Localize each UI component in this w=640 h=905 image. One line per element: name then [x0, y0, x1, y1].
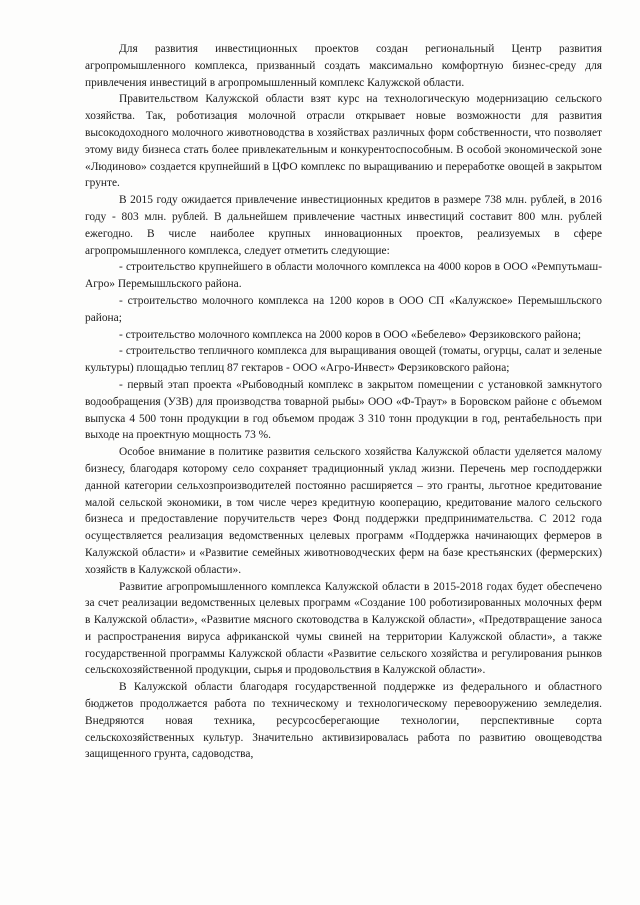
paragraph-technical-reequipment: В Калужской области благодаря государственной поддержке из федерального и областного бюджетов продолжается работа по техническому и технологическому перевооружению земледелия. Внедряются новая техника, ресурсосберегающие технологии, перспективные сорта сельскохозяйственных культур. Значительно активизировалась работа по развитию овощеводства защищенного грунта, садоводства,: [85, 681, 602, 761]
list-item-agro-invest: - строительство тепличного комплекса для выращивания овощей (томаты, огурцы, салат и зеленые культуры) площадью теплиц 87 гектаров - ООО «Агро-Инвест» Ферзиковского района;: [85, 345, 602, 375]
paragraph-regional-center: Для развития инвестиционных проектов создан региональный Центр развития агропромышленного комплекса, призванный создать максимально комфортную бизнес-среду для привлечения инвестиций в агропромышленный комплекс Калужской области.: [85, 43, 602, 89]
list-item-bebelevo: - строительство молочного комплекса на 2000 коров в ООО «Бебелево» Ферзиковского района;: [119, 328, 582, 341]
list-item-f-traut: - первый этап проекта «Рыбоводный комплекс в закрытом помещении с установкой замкнутого водообращения (УЗВ) для производства товарной рыбы» ООО «Ф-Траут» в Боровском районе с объемом выпуска 4 500 тонн продукции в год объемом продаж 3 310 тонн продукции в год, рентабельность при выходе на проектную мощность 73 %.: [85, 378, 602, 442]
paragraph-small-business: Особое внимание в политике развития сельского хозяйства Калужской области уделяется малому бизнесу, благодаря которому село сохраняет традиционный уклад жизни. Перечень мер господдержки данной категории сельхозпроизводителей постоянно расширяется – это гранты, льготное кредитование малой сельской экономики, в том числе через кредитную кооперацию, кредитование малого сельского бизнеса и предоставление поручительств через Фонд поддержки предпринимательства. С 2012 года осуществляется реализация ведомственных целевых программ «Поддержка начинающих фермеров в Калужской области» и «Развитие семейных животноводческих ферм на базе крестьянских (фермерских) хозяйств в Калужской области».: [85, 446, 602, 576]
list-item-remputmash: - строительство крупнейшего в области молочного комплекса на 4000 коров в ООО «Ремпутьмаш-Агро» Перемышльского района.: [85, 261, 602, 291]
paragraph-modernization: Правительством Калужской области взят курс на технологическую модернизацию сельского хозяйства. Так, роботизация молочной отрасли открывает новые возможности для развития высокодоходного молочного животноводства в хозяйствах различных форм собственности, что позволяет этому виду бизнеса стать более привлекательным и конкурентоспособным. В особой экономической зоне «Людиново» создается крупнейший в ЦФО комплекс по выращиванию и переработке овощей в закрытом грунте.: [85, 93, 602, 190]
document-text: [85, 41, 602, 763]
paragraph-development-programs: Развитие агропромышленного комплекса Калужской области в 2015-2018 годах будет обеспечено за счет реализации ведомственных целевых программ «Создание 100 роботизированных молочных ферм в Калужской области», «Развитие мясного скотоводства в Калужской области», «Предотвращение заноса и распространения вируса африканской чумы свиней на территории Калужской области», а также государственной программы Калужской области «Развитие сельского хозяйства и регулирования рынков сельскохозяйственной продукции, сырья и продовольствия в Калужской области».: [85, 580, 602, 677]
list-item-kaluzhskoe: - строительство молочного комплекса на 1200 коров в ООО СП «Калужское» Перемышльского района;: [85, 294, 602, 324]
paragraph-investment-credits: В 2015 году ожидается привлечение инвестиционных кредитов в размере 738 млн. рублей, в 2016 году - 803 млн. рублей. В дальнейшем привлечение частных инвестиций составит 800 млн. рублей ежегодно. В числе наиболее крупных инновационных проектов, реализуемых в сфере агропромышленного комплекса, следует отметить следующие:: [85, 194, 602, 257]
